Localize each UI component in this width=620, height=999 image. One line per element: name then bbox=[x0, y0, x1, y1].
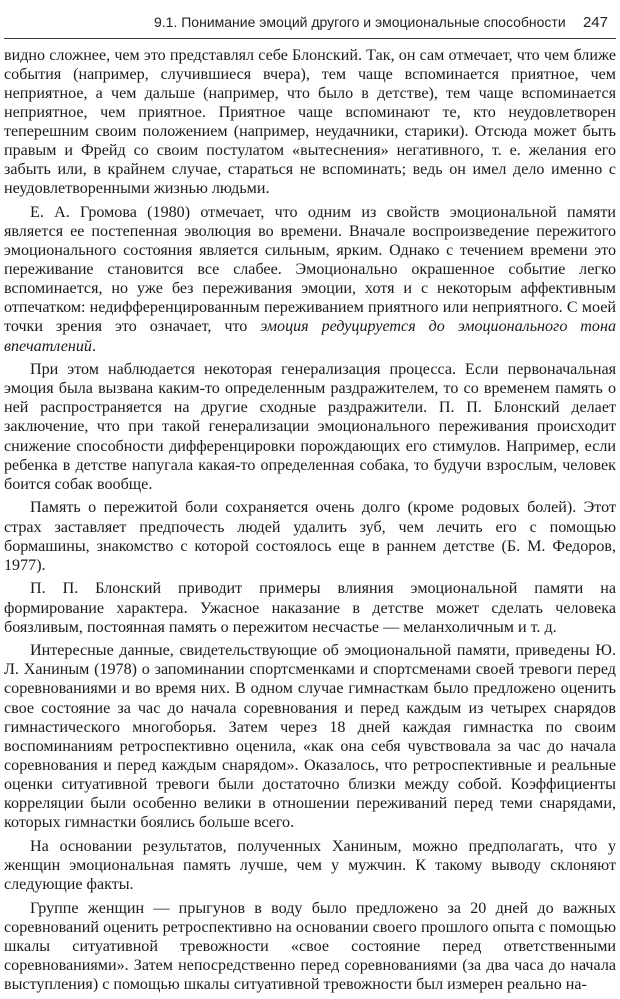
paragraph-2-tail: . bbox=[91, 337, 96, 355]
paragraph-5 bbox=[4, 579, 616, 636]
paragraph-3 bbox=[4, 360, 616, 493]
running-header bbox=[4, 14, 616, 36]
paragraph-1-text: видно сложнее, чем это представлял себе Блонский. Так, он сам отмечает, что чем ближе события (например, случившиеся вчера), тем чаще вспоминается приятное, чем неприятное, а чем дальше (например, что было в детстве), тем чаще вспоминается неприятное, чем приятное. Приятное чаще вспоминают те, кто неудовлетворен теперешним своим положением (например, неудачники, старики). Отсюда может быть правым и Фрейд со своим постулатом «вытеснения» негативного, т. е. желания его забыть или, в крайнем случае, стараться не вспоминать; ведь он имел дело именно с неудовлетворенными жизнью людьми. bbox=[4, 47, 616, 198]
paragraph-3-text: При этом наблюдается некоторая генерализация процесса. Если первоначальная эмоция была вызвана каким-то определенным раздражителем, то со временем память о ней распространяется на другие сходные раздражители. П. П. Блонский делает заключение, что при такой генерализации эмоционального переживания происходит снижение способности дифференцировки порождающих его стимулов. Например, если ребенка в детстве напугала какая-то определенная собака, то будучи взрослым, человек боится собак вообще. bbox=[4, 361, 616, 493]
paragraph-6 bbox=[4, 641, 616, 831]
paragraph-2-text: Е. А. Громова (1980) отмечает, что одним из свойств эмоциональной памяти является ее постепенная эволюция во времени. Вначале воспроизведение пережитого эмоционального состояния является сильным, ярким. Однако с течением времени это переживание становится все слабее. Эмоционально окрашенное событие легко вспоминается, но уже без переживания эмоции, хотя и с некоторым аффективным отпечатком: недифференцированным переживанием приятного или неприятного. С моей точки зрения это означает, что bbox=[4, 204, 616, 336]
paragraph-1 bbox=[4, 46, 616, 198]
paragraph-6-text: Интересные данные, свидетельствующие об эмоциональной памяти, приведены Ю. Л. Ханиным (1978) о запоминании спортсменками и спортсменами своей тревоги перед соревнованиями и во время них. В одном случае гимнасткам было предложено оценить свое состояние за час до начала соревнования и перед каждым из четырех снарядов гимнастического многоборья. Затем через 18 дней каждая гимнастка по своим воспоминаниям ретроспективно оценила, «как она себя чувствовала за час до начала соревнования и перед каждым снарядом». Оказалось, что ретроспективные и реальные оценки ситуативной тревоги были достаточно близки между собой. Коэффициенты корреляции были особенно велики в отношении переживаний перед теми снарядами, которых гимнастки боялись больше всего. bbox=[4, 642, 616, 831]
paragraph-8-text: Группе женщин — прыгунов в воду было предложено за 20 дней до важных соревнований оценить ретроспективно на основании своего прошлого опыта с помощью шкалы ситуативной тревожности «свое состояние перед ответственными соревнованиями». Затем непосредственно перед соревнованиями (за два часа до начала выступления) с помощью шкалы ситуативной тревожности был измерен реально на- bbox=[4, 899, 616, 993]
paragraph-2 bbox=[4, 203, 616, 355]
paragraph-2-emphasis: эмоция редуцируется до эмоционального тона впечатлений bbox=[4, 318, 617, 355]
page-number: 247 bbox=[582, 14, 608, 31]
paragraph-4-text: Память о пережитой боли сохраняется очень долго (кроме родовых болей). Этот страх заставляет предпочесть людей удалить зуб, чем лечить его с помощью бормашины, знакомство с которой состоялось еще в раннем детстве (Б. М. Федоров, 1977). bbox=[4, 499, 616, 574]
book-page bbox=[4, 0, 617, 993]
running-title: 9.1. Понимание эмоций другого и эмоциональные способности bbox=[154, 14, 566, 30]
paragraph-7 bbox=[4, 837, 616, 894]
paragraph-5-text: П. П. Блонский приводит примеры влияния эмоциональной памяти на формирование характера. Ужасное наказание в детстве может сделать человека боязливым, постоянная память о пережитом несчастье — меланхоличным и т. д. bbox=[4, 580, 616, 636]
paragraph-8 bbox=[4, 899, 616, 994]
paragraph-7-text: На основании результатов, полученных Ханиным, можно предполагать, что у женщин эмоциональная память лучше, чем у мужчин. К такому выводу склоняют следующие факты. bbox=[4, 837, 616, 893]
header-rule bbox=[4, 38, 616, 39]
paragraph-4 bbox=[4, 498, 616, 574]
body-text bbox=[4, 46, 616, 999]
